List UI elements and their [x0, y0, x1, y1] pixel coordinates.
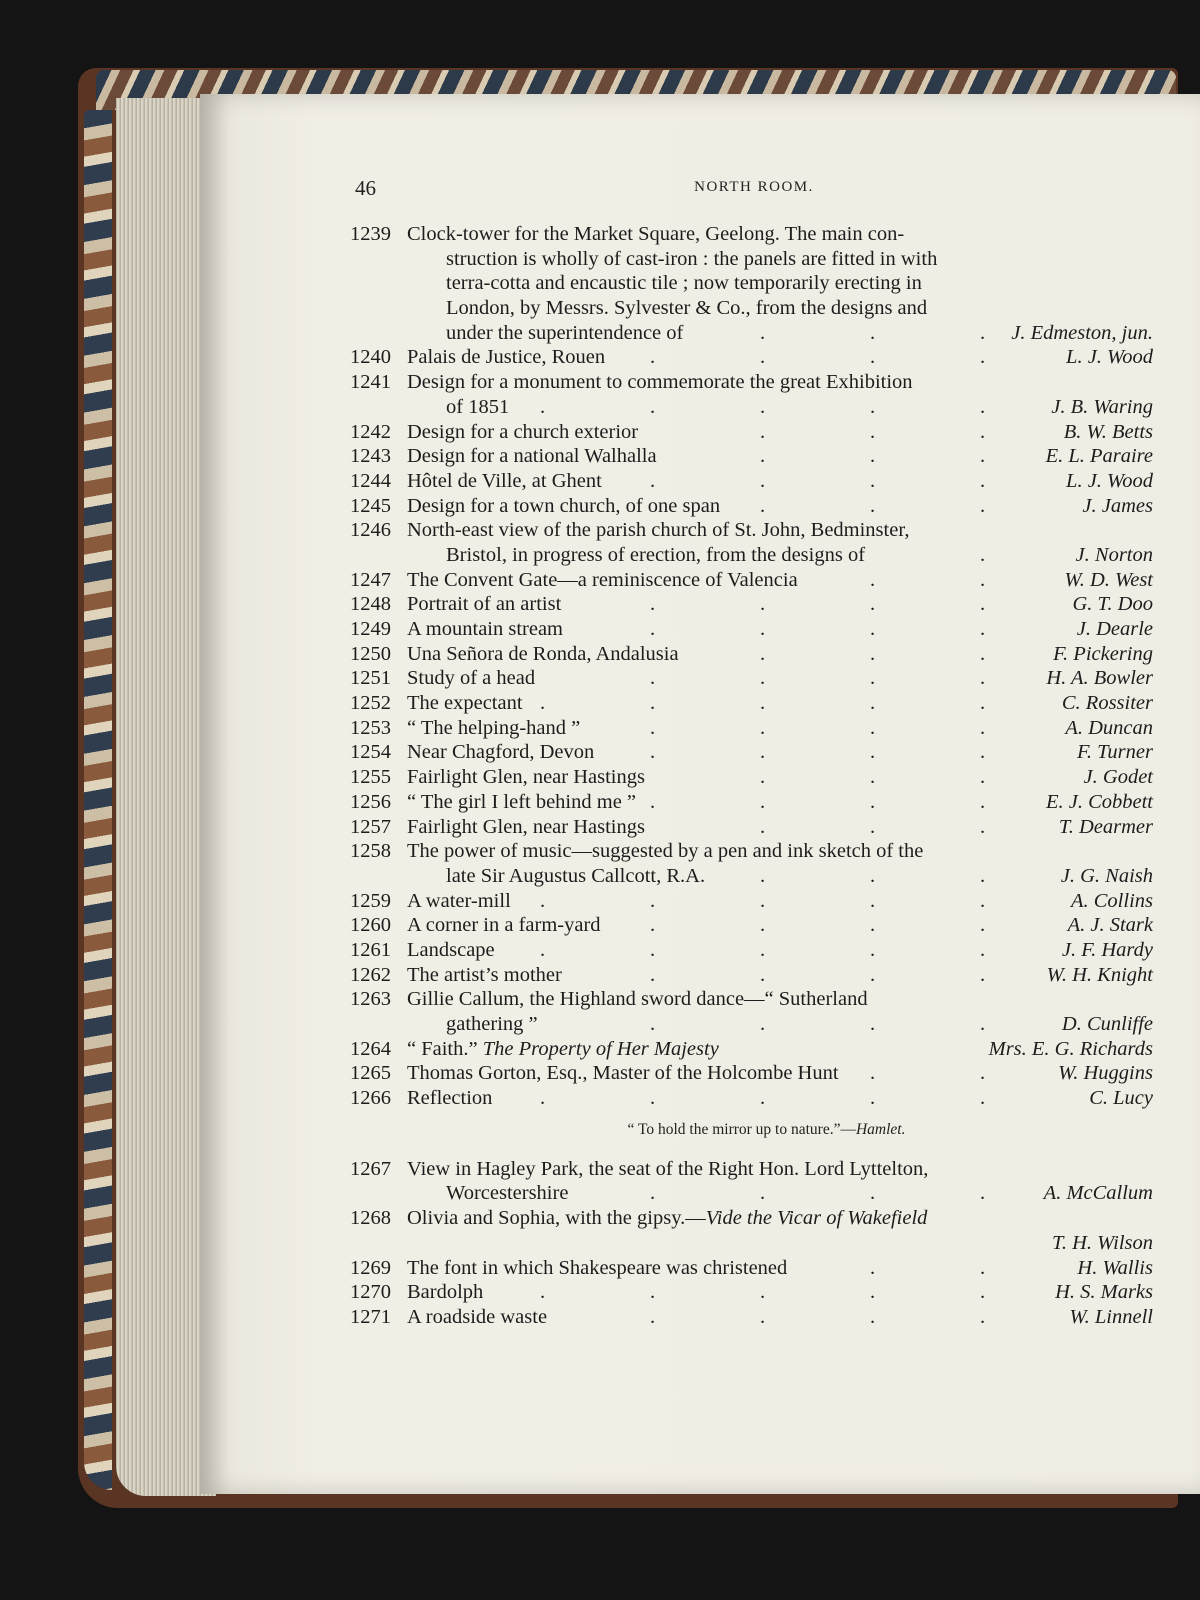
catalogue-number: 1248 — [350, 593, 391, 616]
catalogue-number: 1263 — [350, 988, 391, 1011]
leader-dot: . — [980, 346, 986, 369]
entry-line — [350, 839, 1153, 864]
leader-dot: . — [870, 692, 876, 715]
entry-line — [350, 518, 1153, 543]
leader-dot: . — [980, 790, 986, 813]
leader-dot: . — [650, 593, 656, 616]
leader-dot: . — [650, 1182, 656, 1205]
leader-dot: . — [870, 963, 876, 986]
entry-line — [350, 1206, 1153, 1231]
leader-dot: . — [650, 741, 656, 764]
leader-dot: . — [650, 1087, 656, 1110]
entry-title: A mountain stream — [407, 618, 564, 640]
entry-list — [350, 222, 1153, 1111]
entry-continuation-line — [350, 271, 1153, 296]
entry-title: under the superintendence of — [446, 321, 684, 344]
leader-dot: . — [540, 1087, 546, 1110]
catalogue-number: 1265 — [350, 1062, 391, 1085]
leader-dot: . — [980, 618, 986, 640]
leader-dot: . — [980, 593, 986, 616]
leader-dot: . — [760, 692, 766, 715]
artist-name: W. H. Knight — [1046, 963, 1153, 986]
leader-dot: . — [870, 642, 876, 665]
leader-dot: . — [980, 568, 986, 591]
marbled-endpaper-side — [84, 110, 112, 1490]
leader-dot: . — [760, 889, 766, 912]
leader-dot: . — [980, 963, 986, 986]
artist-name: H. A. Bowler — [1046, 667, 1153, 690]
entry-line — [350, 691, 1153, 716]
entry-title: The Convent Gate—a reminiscence of Valencia — [407, 568, 798, 591]
leader-dot: . — [980, 864, 986, 887]
leader-dot: . — [760, 494, 766, 517]
catalogue-number: 1250 — [350, 642, 391, 665]
leader-dot: . — [650, 963, 656, 986]
leader-dot: . — [870, 1013, 876, 1035]
leader-dot: . — [760, 1013, 766, 1035]
catalogue-number: 1253 — [350, 716, 391, 739]
artist-name: J. B. Waring — [1051, 395, 1153, 418]
leader-dot: . — [870, 420, 876, 443]
leader-dot: . — [870, 741, 876, 764]
artist-name: B. W. Betts — [1063, 420, 1153, 443]
leader-dot: . — [650, 469, 656, 492]
leader-dot: . — [650, 790, 656, 813]
leader-dot: . — [760, 1182, 766, 1205]
entry-title: Design for a national Walhalla — [407, 445, 657, 468]
entry-line — [350, 913, 1153, 938]
catalogue-number: 1260 — [350, 914, 391, 937]
artist-name: E. L. Paraire — [1045, 445, 1153, 468]
entry-continuation-line — [350, 1231, 1153, 1256]
entry-continuation-line — [350, 1012, 1153, 1037]
entry-continuation-line — [350, 864, 1153, 889]
leader-dot: . — [540, 395, 546, 418]
artist-name: T. Dearmer — [1058, 815, 1153, 838]
artist-name: F. Turner — [1077, 741, 1153, 764]
leader-dot: . — [980, 642, 986, 665]
catalogue-number: 1266 — [350, 1087, 391, 1110]
artist-name: A. Collins — [1070, 889, 1153, 912]
entry-line — [350, 642, 1153, 667]
leader-dot: . — [650, 395, 656, 418]
leader-dot: . — [760, 938, 766, 961]
leader-dot: . — [870, 1062, 876, 1085]
quote-text: “ To hold the mirror up to nature.”— — [627, 1120, 856, 1138]
leader-dot: . — [760, 395, 766, 418]
entry-line — [350, 963, 1153, 988]
entry-line — [350, 790, 1153, 815]
entry-line — [350, 494, 1153, 519]
leader-dot: . — [980, 321, 986, 344]
catalogue-number: 1252 — [350, 692, 391, 715]
leader-dot: . — [650, 618, 656, 640]
entry-title: late Sir Augustus Callcott, R.A. — [446, 864, 706, 887]
catalogue-number: 1267 — [350, 1157, 391, 1180]
entry-line — [350, 938, 1153, 963]
leader-dot: . — [650, 716, 656, 739]
leader-dot: . — [980, 692, 986, 715]
catalogue-number: 1240 — [350, 346, 391, 369]
leader-dot: . — [870, 889, 876, 912]
leader-dot: . — [760, 716, 766, 739]
leader-dot: . — [760, 766, 766, 789]
artist-name: A. J. Stark — [1067, 914, 1153, 937]
catalogue-number: 1246 — [350, 519, 391, 542]
leader-dot: . — [870, 1182, 876, 1205]
leader-dot: . — [980, 1182, 986, 1205]
entry-title: Una Señora de Ronda, Andalusia — [407, 642, 679, 665]
leader-dot: . — [870, 568, 876, 591]
artist-name: E. J. Cobbett — [1045, 790, 1153, 813]
entry-title: of 1851 — [446, 395, 510, 418]
leader-dot: . — [980, 1305, 986, 1328]
leader-dot: . — [760, 864, 766, 887]
artist-name: W. Huggins — [1058, 1062, 1153, 1085]
entry-line — [350, 444, 1153, 469]
leader-dot: . — [760, 1281, 766, 1304]
leader-dot: . — [760, 914, 766, 937]
entry-title: Bardolph — [407, 1281, 484, 1304]
leader-dot: . — [870, 1087, 876, 1110]
leader-dot: . — [980, 741, 986, 764]
leader-dot: . — [650, 938, 656, 961]
leader-dot: . — [870, 395, 876, 418]
leader-dot: . — [870, 593, 876, 616]
leader-dot: . — [870, 667, 876, 690]
leader-dot: . — [870, 469, 876, 492]
leader-dot: . — [980, 1062, 986, 1085]
entry-title: Gillie Callum, the Highland sword dance—“ Sutherland — [407, 988, 868, 1011]
leader-dot: . — [980, 445, 986, 468]
entry-title: Study of a head — [407, 667, 536, 690]
artist-name: L. J. Wood — [1066, 469, 1153, 492]
entry-title: Design for a church exterior — [407, 420, 639, 443]
entry-continuation-line — [350, 543, 1153, 568]
catalogue-number: 1243 — [350, 445, 391, 468]
entry-continuation-line — [350, 395, 1153, 420]
entry-title: Reflection — [407, 1087, 493, 1110]
artist-name: W. Linnell — [1069, 1305, 1153, 1328]
entry-title: Worcestershire — [446, 1182, 569, 1205]
leader-dot: . — [980, 395, 986, 418]
leader-dot: . — [980, 716, 986, 739]
entry-line — [350, 716, 1153, 741]
entry-continuation-line — [350, 321, 1153, 346]
artist-name: T. H. Wilson — [1052, 1231, 1153, 1254]
leader-dot: . — [980, 1281, 986, 1304]
entry-line — [350, 987, 1153, 1012]
artist-name: J. Norton — [1075, 543, 1153, 566]
quote-source: Hamlet. — [855, 1120, 906, 1138]
leader-dot: . — [980, 420, 986, 443]
artist-name: W. D. West — [1064, 568, 1153, 591]
leader-dot: . — [540, 692, 546, 715]
leader-dot: . — [760, 1087, 766, 1110]
leader-dot: . — [760, 420, 766, 443]
leader-dot: . — [650, 1305, 656, 1328]
leader-dot: . — [870, 618, 876, 640]
leader-dot: . — [870, 766, 876, 789]
entry-continuation-line — [350, 247, 1153, 272]
leader-dot: . — [540, 1281, 546, 1304]
catalogue-number: 1269 — [350, 1256, 391, 1279]
artist-name: G. T. Doo — [1072, 593, 1153, 616]
entry-title: gathering ” — [446, 1013, 538, 1035]
leader-dot: . — [870, 346, 876, 369]
leader-dot: . — [650, 692, 656, 715]
entry-line — [350, 222, 1153, 247]
entry-line — [350, 592, 1153, 617]
entry-line — [350, 420, 1153, 445]
leader-dot: . — [870, 864, 876, 887]
artist-name: J. Edmeston, jun. — [1011, 321, 1153, 344]
entry-title: “ Faith.” The Property of Her Majesty — [407, 1037, 719, 1060]
entry-title: Hôtel de Ville, at Ghent — [407, 469, 602, 492]
catalogue-number: 1270 — [350, 1281, 391, 1304]
entry-title-italic: The Property of Her Majesty — [477, 1037, 719, 1060]
entry-line — [350, 617, 1153, 642]
leader-dot: . — [760, 790, 766, 813]
catalogue-number: 1261 — [350, 938, 391, 961]
leader-dot: . — [760, 667, 766, 690]
leader-dot: . — [760, 593, 766, 616]
entry-line — [350, 469, 1153, 494]
leader-dot: . — [760, 741, 766, 764]
catalogue-number: 1247 — [350, 568, 391, 591]
entry-line — [350, 1280, 1153, 1305]
catalogue-number: 1268 — [350, 1207, 391, 1230]
catalogue-number: 1245 — [350, 494, 391, 517]
entry-title: terra-cotta and encaustic tile ; now temporarily erecting in — [446, 272, 922, 295]
artist-name: A. Duncan — [1065, 716, 1153, 739]
leader-dot: . — [760, 1305, 766, 1328]
running-head: NORTH ROOM. — [694, 179, 814, 195]
entry-title: The power of music—suggested by a pen and ink sketch of the — [407, 840, 924, 863]
entry-title: “ The helping-hand ” — [407, 716, 581, 739]
leader-dot: . — [760, 963, 766, 986]
leader-dot: . — [870, 445, 876, 468]
entry-line — [350, 568, 1153, 593]
catalogue-number: 1251 — [350, 667, 391, 690]
leader-dot: . — [870, 1305, 876, 1328]
entry-list-continued — [350, 1157, 1153, 1330]
artist-name: J. Godet — [1083, 766, 1153, 789]
epigraph-quote — [380, 1111, 1153, 1151]
leader-dot: . — [650, 914, 656, 937]
leader-dot: . — [760, 469, 766, 492]
artist-name: Mrs. E. G. Richards — [988, 1037, 1153, 1060]
leader-dot: . — [870, 815, 876, 838]
leader-dot: . — [870, 1281, 876, 1304]
leader-dot: . — [870, 494, 876, 517]
catalogue-number: 1257 — [350, 815, 391, 838]
entry-title: Near Chagford, Devon — [407, 741, 595, 764]
catalogue-number: 1242 — [350, 420, 391, 443]
entry-line — [350, 1037, 1153, 1062]
leader-dot: . — [870, 914, 876, 937]
entry-line — [350, 345, 1153, 370]
leader-dot: . — [760, 346, 766, 369]
entry-title: Design for a monument to commemorate the great Exhibition — [407, 371, 913, 394]
leader-dot: . — [650, 889, 656, 912]
page-header — [355, 176, 1153, 206]
catalogue-number: 1259 — [350, 889, 391, 912]
entry-line — [350, 1305, 1153, 1330]
entry-title: The expectant — [407, 692, 523, 715]
leader-dot: . — [650, 1013, 656, 1035]
leader-dot: . — [980, 494, 986, 517]
leader-dot: . — [760, 642, 766, 665]
leader-dot: . — [870, 1256, 876, 1279]
leader-dot: . — [980, 889, 986, 912]
artist-name: H. S. Marks — [1055, 1281, 1153, 1304]
entry-title: Thomas Gorton, Esq., Master of the Holcombe Hunt — [407, 1062, 839, 1085]
entry-title: A roadside waste — [407, 1305, 548, 1328]
leader-dot: . — [760, 321, 766, 344]
leader-dot: . — [870, 321, 876, 344]
leader-dot: . — [760, 445, 766, 468]
catalogue-number: 1254 — [350, 741, 391, 764]
entry-continuation-line — [350, 1181, 1153, 1206]
artist-name: J. G. Naish — [1060, 864, 1153, 887]
entry-line — [350, 1061, 1153, 1086]
entry-line — [350, 889, 1153, 914]
catalogue-number: 1256 — [350, 790, 391, 813]
catalogue-number: 1249 — [350, 618, 391, 640]
page-number: 46 — [355, 176, 376, 200]
entry-title: The artist’s mother — [407, 963, 562, 986]
artist-name: J. James — [1082, 494, 1153, 517]
entry-title-italic: Vide the Vicar of Wakefield — [705, 1207, 928, 1230]
artist-name: C. Lucy — [1089, 1087, 1153, 1110]
entry-continuation-line — [350, 296, 1153, 321]
entry-title: Fairlight Glen, near Hastings — [407, 815, 645, 838]
leader-dot: . — [980, 815, 986, 838]
catalogue-number: 1244 — [350, 469, 391, 492]
leader-dot: . — [540, 889, 546, 912]
entry-title: “ The girl I left behind me ” — [407, 790, 637, 813]
entry-line — [350, 815, 1153, 840]
entry-title: London, by Messrs. Sylvester & Co., from the designs and — [446, 297, 928, 320]
leader-dot: . — [980, 938, 986, 961]
leader-dot: . — [540, 938, 546, 961]
entry-title: Palais de Justice, Rouen — [407, 346, 606, 369]
leader-dot: . — [870, 790, 876, 813]
catalogue-number: 1255 — [350, 766, 391, 789]
leader-dot: . — [760, 815, 766, 838]
entry-line — [350, 1086, 1153, 1111]
leader-dot: . — [760, 618, 766, 640]
leader-dot: . — [980, 914, 986, 937]
entry-title: Fairlight Glen, near Hastings — [407, 766, 645, 789]
entry-title: Clock-tower for the Market Square, Geelong. The main con- — [407, 223, 905, 245]
entry-line — [350, 666, 1153, 691]
artist-name: J. F. Hardy — [1061, 938, 1153, 961]
leader-dot: . — [980, 469, 986, 492]
entry-title: A corner in a farm-yard — [407, 914, 601, 937]
entry-title: Design for a town church, of one span — [407, 494, 721, 517]
entry-line — [350, 1157, 1153, 1182]
entry-title: Olivia and Sophia, with the gipsy.—Vide the Vicar of Wakefield — [407, 1207, 928, 1230]
entry-line — [350, 740, 1153, 765]
leader-dot: . — [870, 938, 876, 961]
entry-title: Landscape — [407, 938, 495, 961]
leader-dot: . — [980, 667, 986, 690]
catalogue-number: 1271 — [350, 1305, 391, 1328]
leader-dot: . — [980, 1013, 986, 1035]
entry-title: A water-mill — [407, 889, 511, 912]
artist-name: H. Wallis — [1077, 1256, 1153, 1279]
artist-name: D. Cunliffe — [1061, 1013, 1153, 1035]
catalogue-number: 1239 — [350, 223, 391, 245]
leader-dot: . — [650, 1281, 656, 1304]
catalogue-number: 1262 — [350, 963, 391, 986]
leader-dot: . — [980, 1087, 986, 1110]
entry-line — [350, 370, 1153, 395]
leader-dot: . — [650, 667, 656, 690]
entry-title: View in Hagley Park, the seat of the Right Hon. Lord Lyttelton, — [407, 1157, 929, 1180]
leader-dot: . — [980, 766, 986, 789]
entry-line — [350, 765, 1153, 790]
entry-title: struction is wholly of cast-iron : the panels are fitted in with — [446, 247, 938, 270]
catalogue-number: 1258 — [350, 840, 391, 863]
artist-name: A. McCallum — [1043, 1182, 1153, 1205]
leader-dot: . — [980, 543, 986, 566]
artist-name: C. Rossiter — [1061, 692, 1153, 715]
catalogue-number: 1241 — [350, 371, 391, 394]
leader-dot: . — [870, 716, 876, 739]
artist-name: L. J. Wood — [1066, 346, 1153, 369]
entry-line — [350, 1256, 1153, 1281]
catalogue-number: 1264 — [350, 1037, 391, 1060]
leader-dot: . — [650, 346, 656, 369]
entry-title: Bristol, in progress of erection, from the designs of — [446, 543, 866, 566]
entry-title: Portrait of an artist — [407, 593, 562, 616]
catalogue-entries — [350, 222, 1153, 1330]
entry-title: North-east view of the parish church of St. John, Bedminster, — [407, 519, 910, 542]
leader-dot: . — [980, 1256, 986, 1279]
artist-name: F. Pickering — [1053, 642, 1153, 665]
entry-title: The font in which Shakespeare was christened — [407, 1256, 788, 1279]
artist-name: J. Dearle — [1076, 618, 1153, 640]
